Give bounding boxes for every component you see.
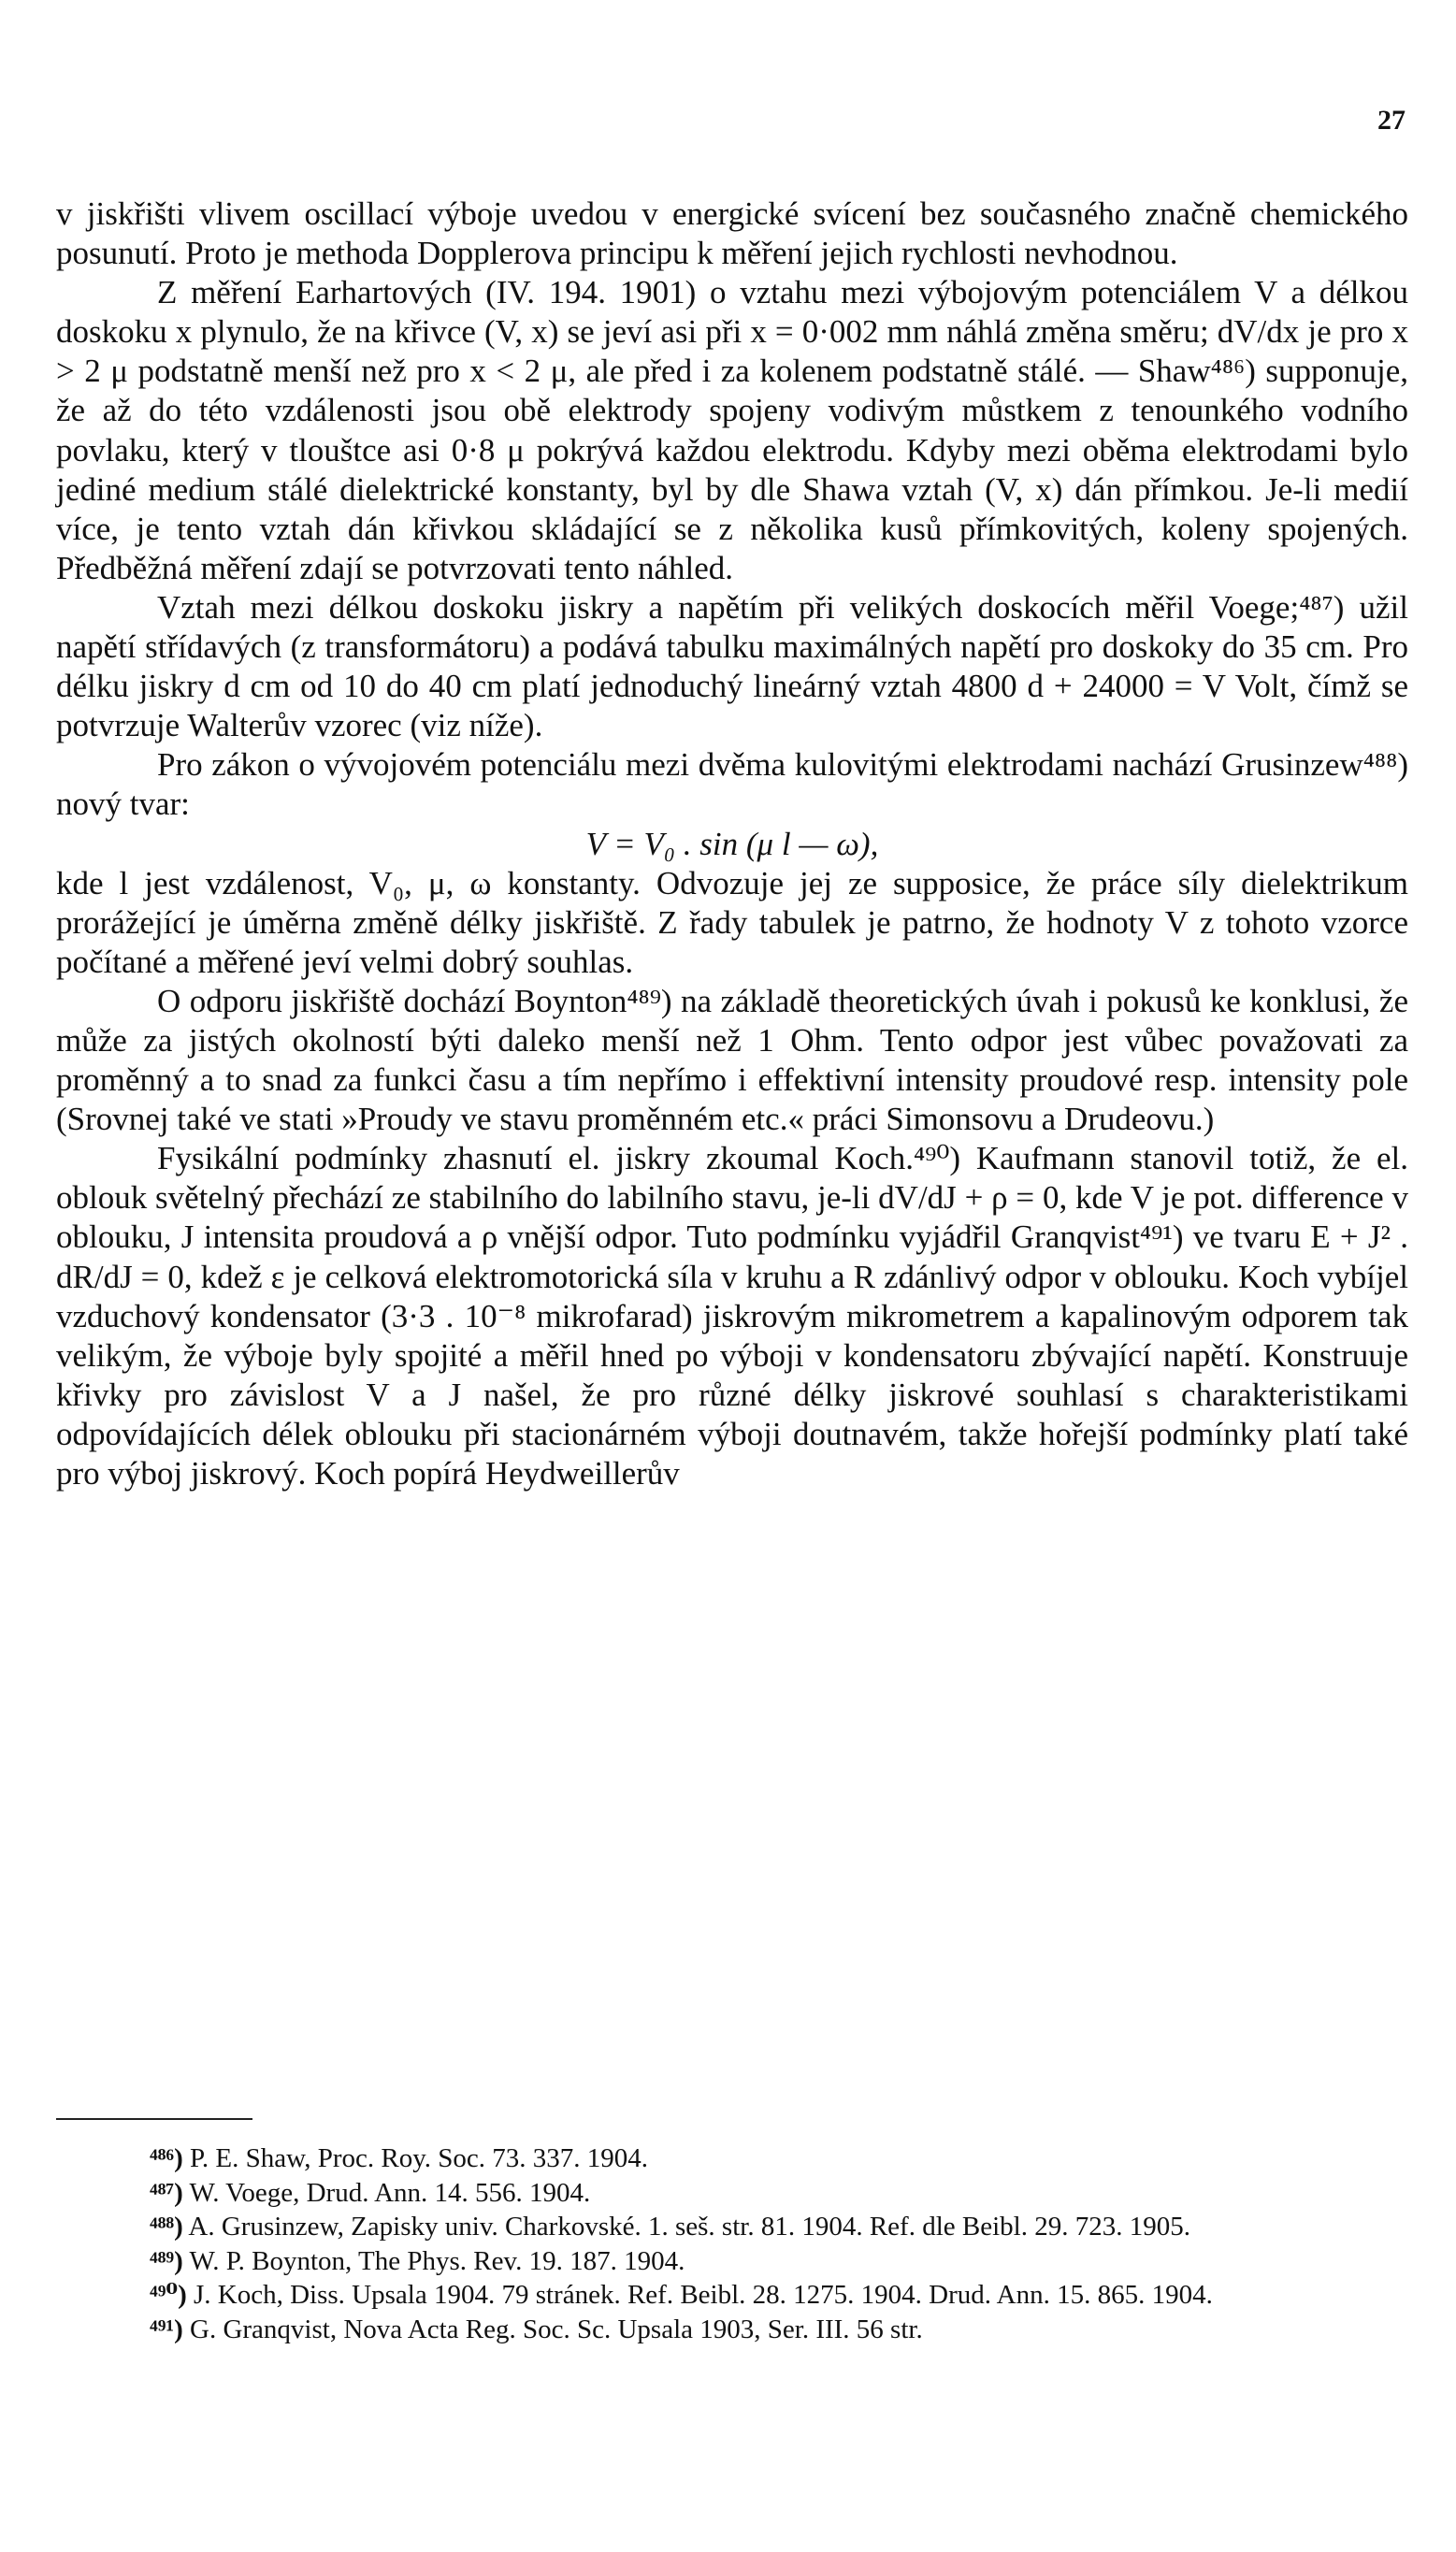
footnote-text: A. Grusinzew, Zapisky univ. Charkovské. 1. seš. str. 81. 1904. Ref. dle Beibl. 29. 723. 1905. <box>188 2212 1190 2242</box>
footnotes <box>56 2141 1408 2347</box>
footnote-mark: ⁴⁸⁸) <box>150 2212 183 2242</box>
footnote-mark: ⁴⁹¹) <box>150 2314 183 2344</box>
footnote-text: J. Koch, Diss. Upsala 1904. 79 stránek. Ref. Beibl. 28. 1275. 1904. Drud. Ann. 15. 865. 1904. <box>194 2280 1213 2311</box>
footnote <box>56 2313 1408 2347</box>
footnote-text: W. Voege, Drud. Ann. 14. 556. 1904. <box>189 2177 591 2208</box>
paragraph: kde l jest vzdálenost, V₀, μ, ω konstanty. Odvozuje jej ze supposice, že práce síly dielektrikum prorážející je úměrna změně délky jiskřiště. Z řady tabulek je patrno, že hodnoty V z tohoto vzorce počítané a měřené jeví velmi dobrý souhlas. <box>56 864 1408 980</box>
paragraph: v jiskřišti vlivem oscillací výboje uvedou v energické svícení bez současného značně chemického posunutí. Proto je methoda Dopplerova principu k měření jejich rychlosti nevhodnou. <box>56 195 1408 272</box>
footnote <box>56 2244 1408 2279</box>
footnote <box>56 2141 1408 2176</box>
footnote-text: P. E. Shaw, Proc. Roy. Soc. 73. 337. 1904. <box>190 2143 649 2173</box>
footnote <box>56 2210 1408 2244</box>
body-text <box>56 195 1408 1493</box>
footnote-mark: ⁴⁸⁶) <box>150 2143 183 2173</box>
paragraph: Fysikální podmínky zhasnutí el. jiskry zkoumal Koch.⁴⁹⁰) Kaufmann stanovil totiž, že el. oblouk světelný přechází ze stabilního do labilního stavu, je-li dV/dJ + ρ = 0, kde V je pot. difference v oblouku, J intensita proudová a ρ vnější odpor. Tuto podmínku vyjádřil Granqvist⁴⁹¹) ve tvaru E + J² . dR/dJ = 0, kdež ε je celková elektromotorická síla v kruhu a R zdánlivý odpor v oblouku. Koch vybíjel vzduchový kondensator (3·3 . 10⁻⁸ mikrofarad) jiskrovým mikrometrem a kapalinovým odporem tak velikým, že výboje byly spojité a měřil hned po výboji v kondensatoru zbývající napětí. Konstruuje křivky pro závislost V a J našel, že pro různé délky jiskrové souhlasí s charakteristikami odpovídajících délek oblouku při stacionárném výboji doutnavém, takže hořejší podmínky platí také pro výboj jiskrový. Koch popírá Heydweillerův <box>56 1140 1408 1492</box>
paragraph: Vztah mezi délkou doskoku jiskry a napětím při velikých doskocích měřil Voege;⁴⁸⁷) užil napětí střídavých (z transformátoru) a podává tabulku maximálných napětí pro doskoky do 35 cm. Pro délku jiskry d cm od 10 do 40 cm platí jednoduchý lineárný vztah 4800 d + 24000 = V Volt, čímž se potvrzuje Walterův vzorec (viz níže). <box>56 588 1408 744</box>
paragraph: Z měření Earhartových (IV. 194. 1901) o vztahu mezi výbojovým potenciálem V a délkou doskoku x plynulo, že na křivce (V, x) se jeví asi při x = 0·002 mm náhlá změna směru; dV/dx je pro x > 2 μ podstatně menší než pro x < 2 μ, ale před i za kolenem podstatně stálé. — Shaw⁴⁸⁶) supponuje, že až do této vzdálenosti jsou obě elektrody spojeny vodivým můstkem z tenounkého vodního povlaku, který v tlouštce asi 0·8 μ pokrývá každou elektrodu. Kdyby mezi oběma elektrodami bylo jediné medium stálé dielektrické konstanty, byl by dle Shawa vztah (V, x) dán přímkou. Je-li medií více, je tento vztah dán křivkou skládající se z několika kusů přímkovitých, koleny spojených. Předběžná měření zdají se potvrzovati tento náhled. <box>56 274 1408 586</box>
paragraph: Pro zákon o vývojovém potenciálu mezi dvěma kulovitými elektrodami nachází Grusinzew⁴⁸⁸) nový tvar: <box>56 746 1408 823</box>
paragraph: O odporu jiskřiště dochází Boynton⁴⁸⁹) na základě theoretických úvah i pokusů ke konklusi, že může za jistých okolností býti daleko menší než 1 Ohm. Tento odpor jest vůbec považovati za proměnný a to snad za funkci času a tím nepřímo i effektivní intensity proudové resp. intensity pole (Srovnej také ve stati »Proudy ve stavu proměnném etc.« práci Simonsovu a Drudeovu.) <box>56 982 1408 1138</box>
footnote-text: G. Granqvist, Nova Acta Reg. Soc. Sc. Upsala 1903, Ser. III. 56 str. <box>190 2314 923 2344</box>
page-number: 27 <box>1377 105 1406 136</box>
footnote <box>56 2278 1408 2313</box>
formula: V = V₀ . sin (μ l — ω), <box>585 825 879 862</box>
footnote-mark: ⁴⁹⁰) <box>150 2280 187 2311</box>
footnote <box>56 2176 1408 2211</box>
footnote-mark: ⁴⁸⁹) <box>150 2245 183 2276</box>
footnote-mark: ⁴⁸⁷) <box>150 2177 183 2208</box>
footnote-divider <box>56 2118 252 2120</box>
footnote-text: W. P. Boynton, The Phys. Rev. 19. 187. 1904. <box>189 2245 685 2276</box>
